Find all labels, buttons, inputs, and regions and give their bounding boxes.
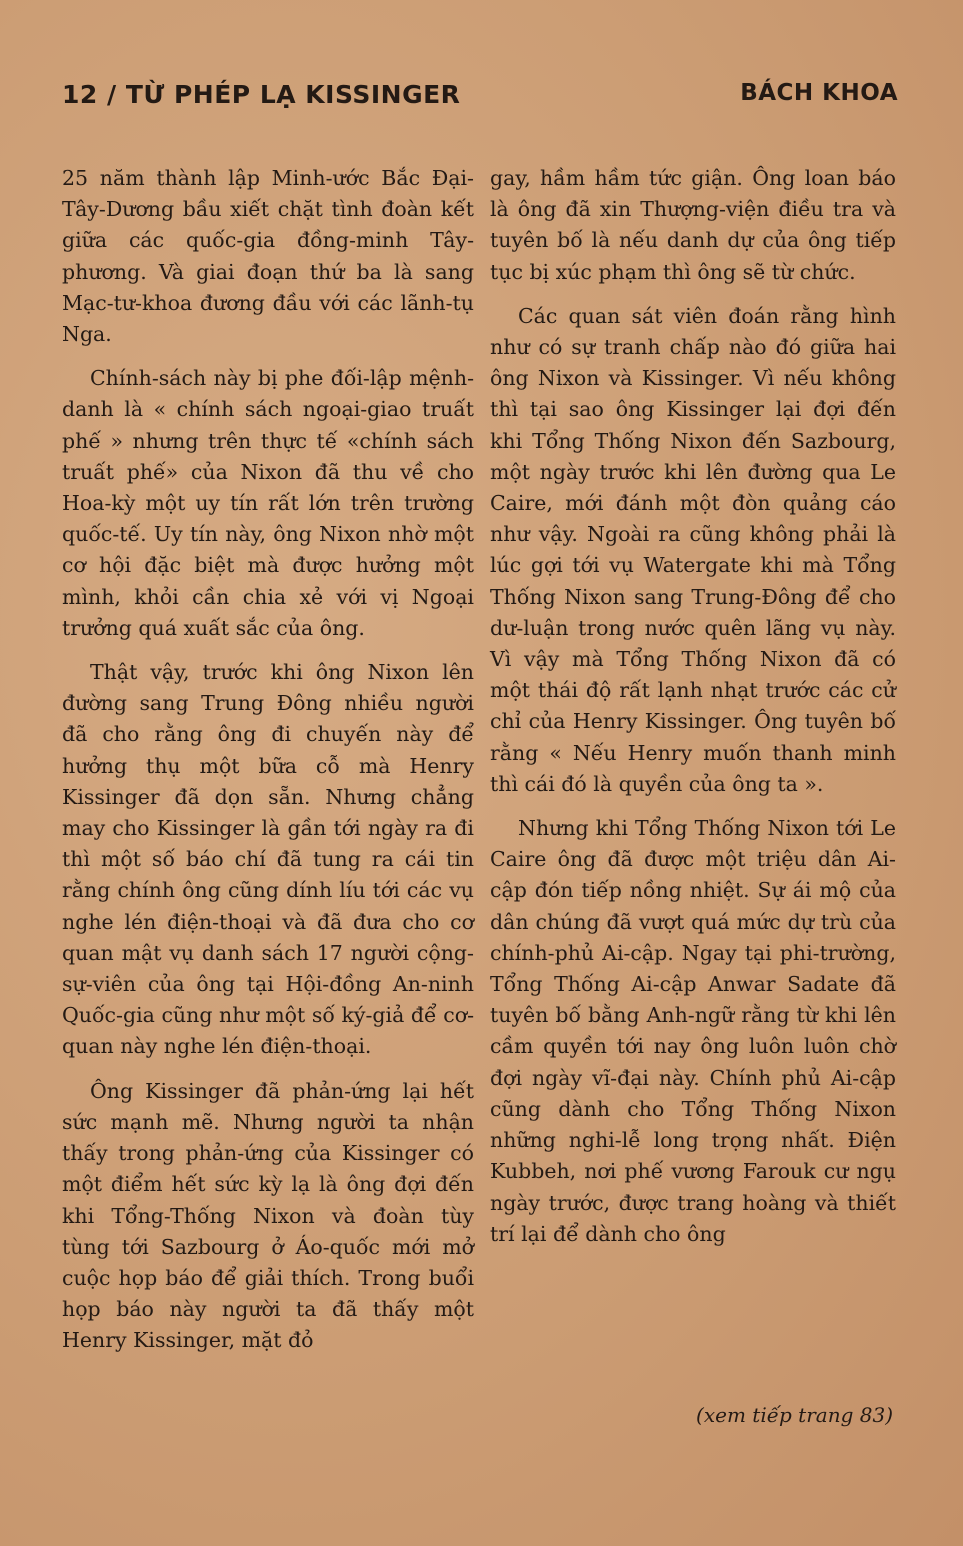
paragraph: gay, hầm hầm tức giận. Ông loan báo là ông đã xin Thượng-viện điều tra và tuyên bố là nếu danh dự của ông tiếp tục bị xúc phạm thì ông sẽ từ chức. (490, 166, 896, 284)
right-column (490, 163, 896, 1263)
paragraph: Thật vậy, trước khi ông Nixon lên đường sang Trung Đông nhiều người đã cho rằng ông đi chuyến này để hưởng thụ một bữa cỗ mà Henry Kissinger đã dọn sẵn. Nhưng chẳng may cho Kissinger là gần tới ngày ra đi thì một số báo chí đã tung ra cái tin rằng chính ông cũng dính líu tới các vụ nghe lén điện-thoại và đã đưa cho cơ quan mật vụ danh sách 17 người cộng-sự-viên của ông tại Hội-đồng An-ninh Quốc-gia cũng như một số ký-giả để cơ-quan này nghe lén điện-thoại. (62, 660, 474, 1059)
magazine-name: BÁCH KHOA (740, 80, 898, 106)
paragraph: Các quan sát viên đoán rằng hình như có sự tranh chấp nào đó giữa hai ông Nixon và Kissinger. Vì nếu không thì tại sao ông Kissinger lại đợi đến khi Tổng Thống Nixon đến Sazbourg, một ngày trước khi lên đường qua Le Caire, mới đánh một đòn quảng cáo như vậy. Ngoài ra cũng không phải là lúc gợi tới vụ Watergate khi mà Tổng Thống Nixon sang Trung-Đông để cho dư-luận trong nước quên lãng vụ này. Vì vậy mà Tổng Thống Nixon đã có một thái độ rất lạnh nhạt trước các cử chỉ của Henry Kissinger. Ông tuyên bố rằng « Nếu Henry muốn thanh minh thì cái đó là quyền của ông ta ». (490, 303, 896, 796)
running-title: 12 / TỪ PHÉP LẠ KISSINGER (62, 80, 461, 109)
paragraph: 25 năm thành lập Minh-ước Bắc Đại-Tây-Dương bầu xiết chặt tình đoàn kết giữa các quốc-gia đồng-minh Tây-phương. Và giai đoạn thứ ba là sang Mạc-tư-khoa đương đầu với các lãnh-tụ Nga. (62, 166, 474, 347)
paragraph: Chính-sách này bị phe đối-lập mệnh-danh là « chính sách ngoại-giao truất phế » nhưng trên thực tế «chính sách truất phế» của Nixon đã thu về cho Hoa-kỳ một uy tín rất lớn trên trường quốc-tế. Uy tín này, ông Nixon nhờ một cơ hội đặc biệt mà được hưởng một mình, khỏi cần chia xẻ với vị Ngoại trưởng quá xuất sắc của ông. (62, 366, 474, 640)
left-column (62, 163, 474, 1370)
page-header (62, 80, 898, 120)
paragraph: Nhưng khi Tổng Thống Nixon tới Le Caire ông đã được một triệu dân Ai-cập đón tiếp nồng nhiệt. Sự ái mộ của dân chúng đã vượt quá mức dự trù của chính-phủ Ai-cập. Ngay tại phi-trường, Tổng Thống Ai-cập Anwar Sadate đã tuyên bố bằng Anh-ngữ rằng từ khi lên cầm quyền tới nay ông luôn luôn chờ đợi ngày vĩ-đại này. Chính phủ Ai-cập cũng dành cho Tổng Thống Nixon những nghi-lễ long trọng nhất. Điện Kubbeh, nơi phế vương Farouk cư ngụ ngày trước, được trang hoàng và thiết trí lại để dành cho ông (490, 816, 896, 1246)
paragraph: Ông Kissinger đã phản-ứng lại hết sức mạnh mẽ. Nhưng người ta nhận thấy trong phản-ứng của Kissinger có một điểm hết sức kỳ lạ là ông đợi đến khi Tổng-Thống Nixon và đoàn tùy tùng tới Sazbourg ở Áo-quốc mới mở cuộc họp báo để giải thích. Trong buổi họp báo này người ta đã thấy một Henry Kissinger, mặt đỏ (62, 1078, 474, 1353)
continuation-note: (xem tiếp trang 83) (696, 1403, 893, 1427)
